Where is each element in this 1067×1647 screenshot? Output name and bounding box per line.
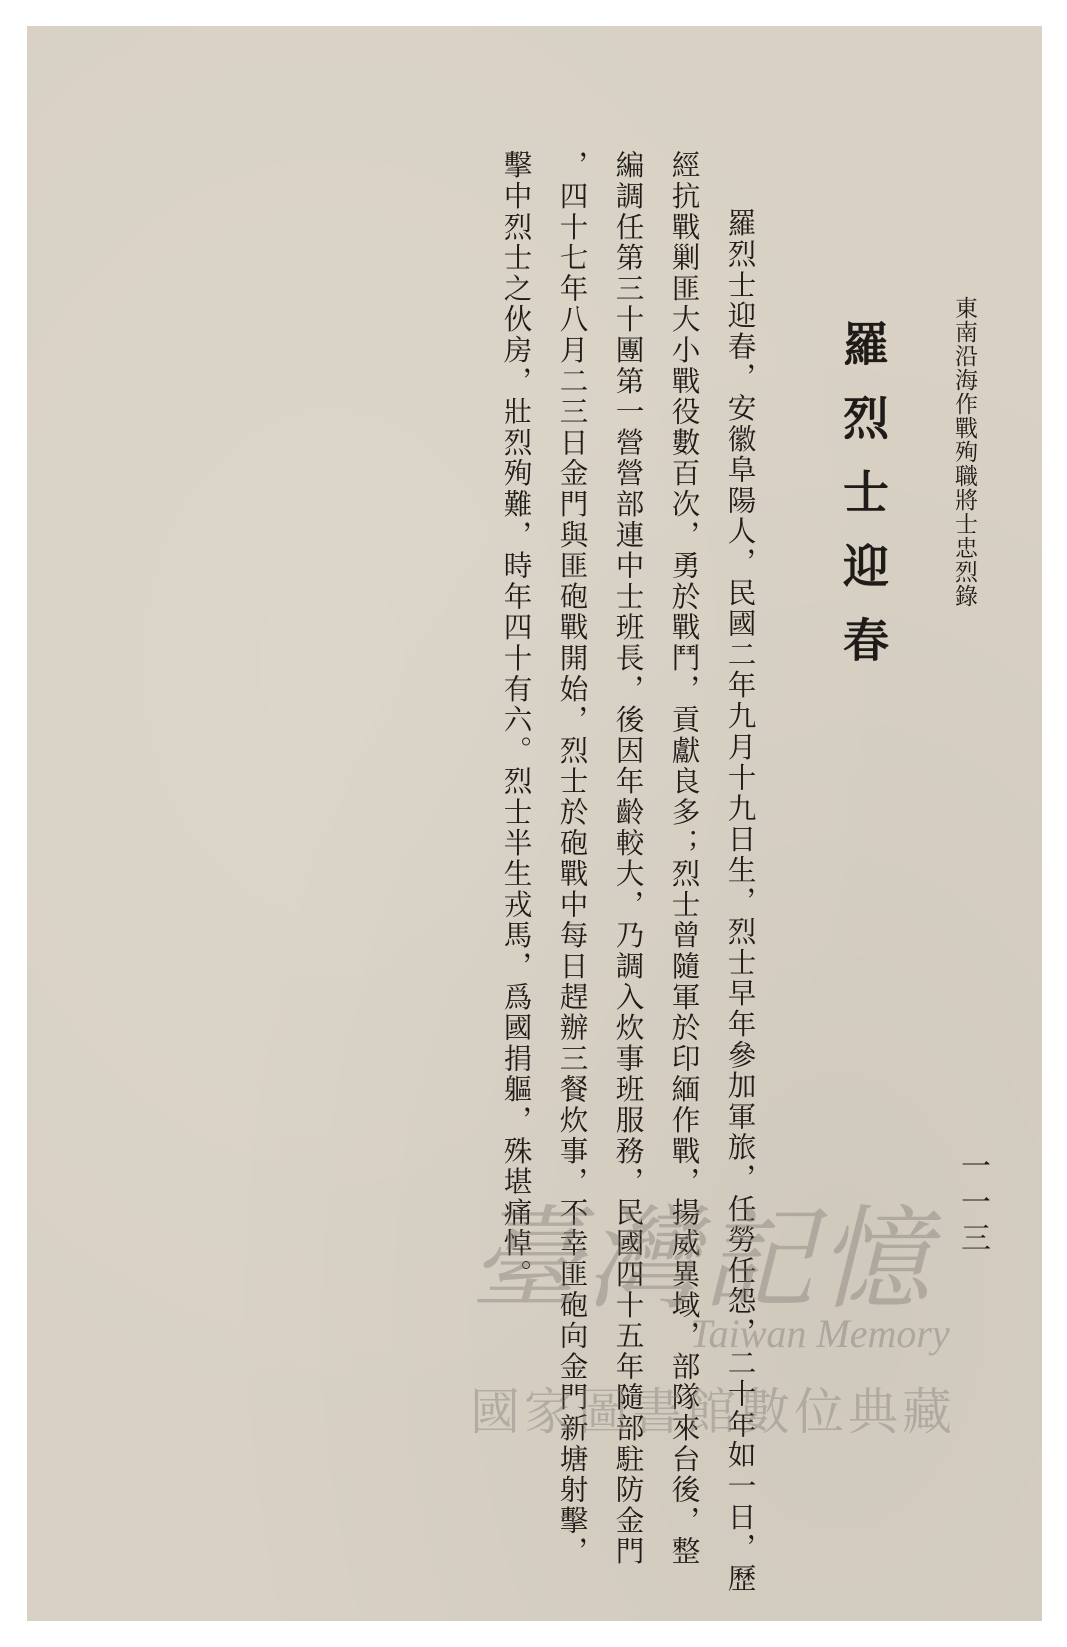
page-number: 一一三 (955, 1150, 990, 1258)
watermark-org: 國家圖書館數位典藏 (470, 1383, 956, 1441)
body-column-1: 羅烈士迎春，安徽阜陽人，民國二年九月十九日生，烈士早年參加軍旅，任勞任怨，二十年如一日，歷 (723, 208, 758, 1594)
watermark-latin: Taiwan Memory (690, 1311, 950, 1356)
running-header: 東南沿海作戰殉職將士忠烈錄 (951, 296, 977, 608)
watermark-script: 臺灣記憶 (470, 1195, 934, 1325)
scanned-page (27, 26, 1042, 1621)
body-column-3: 編調任第三十團第一營營部連中士班長，後因年齡較大，乃調入炊事班服務，民國四十五年隨部駐防金門 (611, 150, 646, 1567)
body-column-5: 擊中烈士之伙房，壯烈殉難，時年四十有六。烈士半生戎馬，爲國捐軀，殊堪痛悼。 (499, 150, 534, 1290)
body-column-2: 經抗戰剿匪大小戰役數百次，勇於戰鬥，貢獻良多；烈士曾隨軍於印緬作戰，揚威異域，部隊來台後，整 (667, 150, 702, 1567)
body-column-4: ，四十七年八月二三日金門與匪砲戰開始，烈士於砲戰中每日趕辦三餐炊事，不幸匪砲向金門新塘射擊， (555, 150, 590, 1567)
page-title: 羅烈士迎春 (836, 320, 890, 690)
